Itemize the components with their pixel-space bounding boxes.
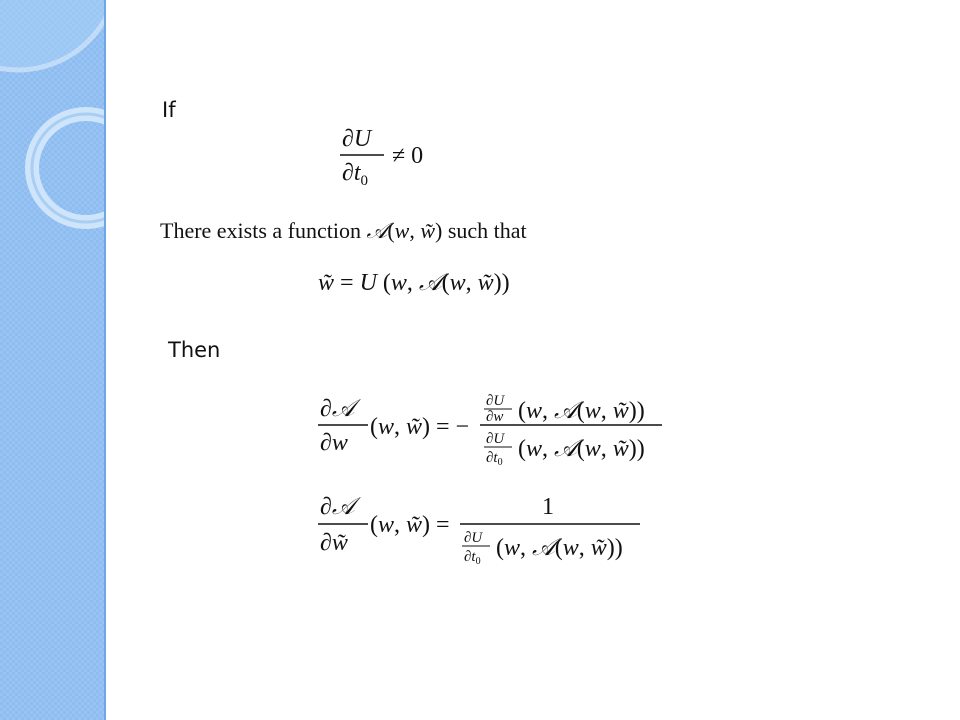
svg-text:∂U: ∂U <box>464 530 483 546</box>
statement-prefix: There exists a function <box>160 218 367 243</box>
definition-equation: w̃ = U (w, 𝒜(w, w̃)) <box>318 268 510 296</box>
svg-text:∂t0: $\partial t_0$ <box>486 450 503 468</box>
result-equation-2 <box>318 488 658 573</box>
decorative-sidebar <box>0 0 106 720</box>
then-label: Then <box>168 338 221 362</box>
svg-text:∂U: ∂U <box>342 126 372 152</box>
svg-text:(w, 𝒜(w, w̃)): (w, 𝒜(w, w̃)) <box>496 533 623 561</box>
svg-text:∂U: ∂U <box>486 431 505 447</box>
svg-text:(w, 𝒜(w, w̃)): (w, 𝒜(w, w̃)) <box>518 434 645 462</box>
svg-text:(w, w̃) = −: (w, w̃) = − <box>370 414 470 440</box>
svg-text:(w, 𝒜(w, w̃)): (w, 𝒜(w, w̃)) <box>518 396 645 424</box>
svg-text:∂U: ∂U <box>486 393 505 409</box>
existence-statement: There exists a function 𝒜(w, w̃) such that <box>160 218 527 244</box>
svg-text:∂𝒜: ∂𝒜 <box>320 394 355 422</box>
svg-text:∂t0: $\partial t_0$ <box>464 549 481 567</box>
condition-equation <box>336 118 446 197</box>
statement-suffix: such that <box>442 218 527 243</box>
result-equation-1 <box>318 390 678 479</box>
svg-text:∂w: ∂w <box>320 430 348 456</box>
svg-text:∂𝒜: ∂𝒜 <box>320 492 355 520</box>
svg-text:(w, w̃) =: (w, w̃) = <box>370 512 450 538</box>
svg-text:1: 1 <box>542 494 554 520</box>
svg-text:≠ 0: ≠ 0 <box>392 143 424 169</box>
svg-text:∂w: ∂w <box>486 409 504 425</box>
sidebar-divider <box>104 0 106 720</box>
decorative-circles <box>0 0 106 720</box>
svg-text:∂w̃: ∂w̃ <box>320 530 348 556</box>
if-label: If <box>162 98 176 122</box>
svg-text:∂t0: $\partial t_0$ <box>342 160 369 189</box>
